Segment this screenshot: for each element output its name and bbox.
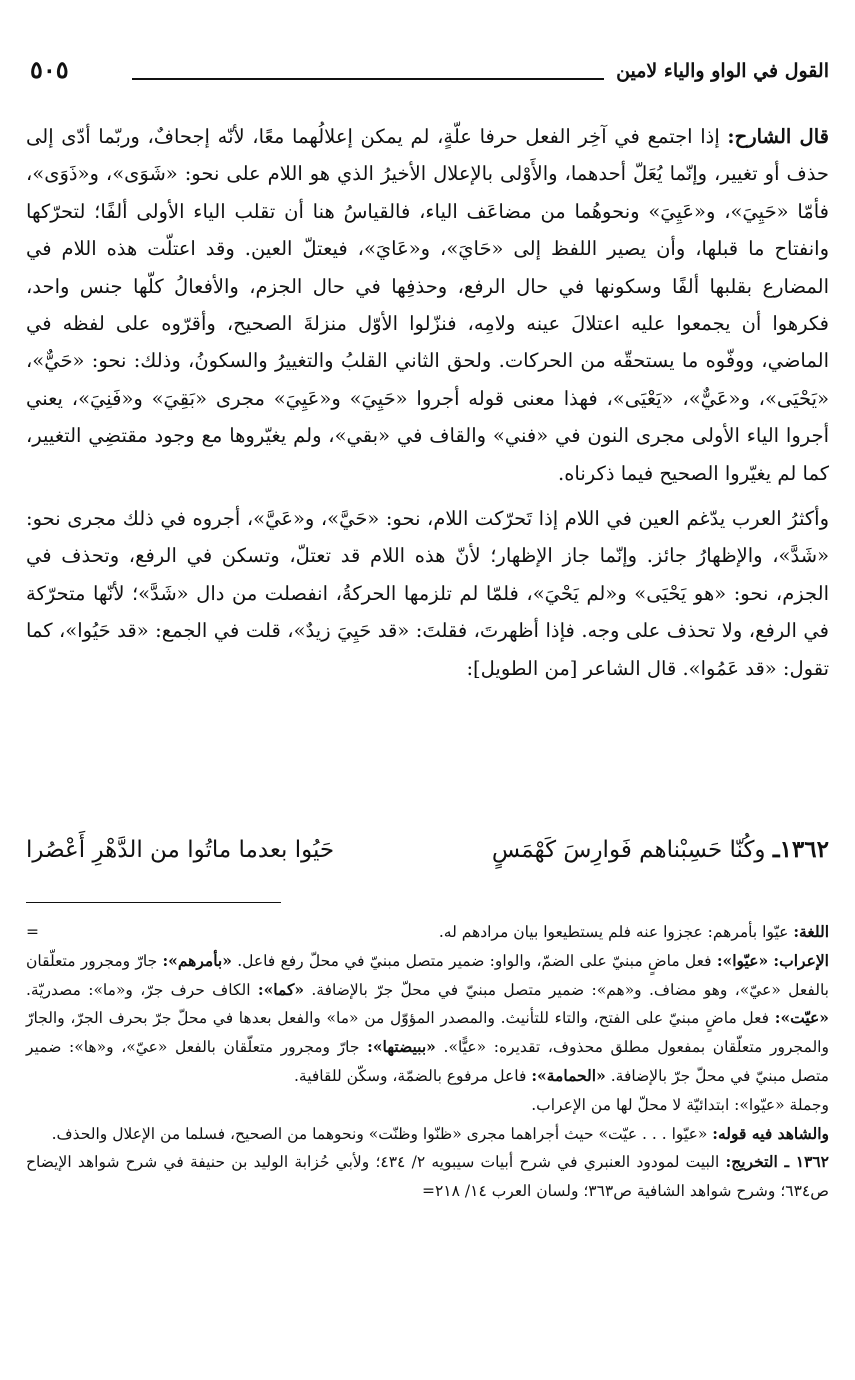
chapter-title: القول في الواو والياء لامين <box>616 60 829 82</box>
irab-key: «عيّت»: <box>774 1008 829 1028</box>
verse-number: ١٣٦٢ـ <box>772 836 829 863</box>
irab-key: «بأمرهم»: <box>162 950 232 970</box>
note-jumla: وجملة «عيّوا»: ابتدائيّة لا محلّ لها من الإعراب. <box>531 1095 829 1114</box>
irab-key: «عيّوا»: <box>716 950 769 970</box>
paragraph-1-text: إذا اجتمع في آخِر الفعل حرفا علّةٍ، لم يمكن إعلالُهما معًا، لأنّه إجحافٌ، وربّما أدّى إلى حذف أو تغيير، وإنّما يُعَلّ أحدهما، والأَوْلى بالإعلال الأخيرُ الذي هو اللام على نحو: «شَوَى»، و«ذَوَى»، فأمّا «حَيِيَ»، و«عَيِيَ» ونحوهُما من مضاعَف الياء، فالقياسُ هنا أن تقلب الياء الأولى ألفًا؛ لتحرّكها وانفتاح ما قبلها، وأن يصير اللفظ إلى «حَايَ»، و«عَايَ»، فيعتلّ العين. وقد اعتلّت هذه اللام في المضارع بقلبها ألفًا وسكونها في حال الرفع، وحذفِها في حال الجزم، والأفعالُ كلّها جنس واحد، فكرهوا أن يجمعوا عليه اعتلالَ عينه ولامِه، فنزّلوا الأوّل منزلةَ الصحيح، وأقرّوه على لفظه في الماضي، ووفّوه ما يستحقّه من الحركات. ولحق الثاني القلبُ والتغييرُ والسكونُ، وذلك: نحو: «حَيٌّ»، «يَحْيَى»، و«عَيٌّ»، «يَعْيَى»، فهذا معنى قوله أجروا «حَيِيَ» و«عَيِيَ» مجرى «بَقِيَ» و«فَنِيَ»، يعني أجروا الياء الأولى مجرى النون في «فني» والقاف في «بقي»، ولم يغيّروها مع وجود مقتضِي التغيير، كما لم يغيّروا الصحيح فيما ذكرناه. <box>26 125 829 485</box>
commentator-label: قال الشارح: <box>727 125 829 148</box>
irab-text: جارّ ومجرور متعلّقان بالفعل «عيّ»، وهو مضاف. و«هم»: ضمير متصل مبنيّ في محلّ جرّ بالإضافة. <box>26 951 829 999</box>
page-number: ٥٠٥ <box>30 55 69 84</box>
note-lugha-text: عيّوا بأمرهم: عجزوا عنه فلم يستطيعوا بيان مرادهم له. <box>438 923 789 941</box>
irab-text: فعل ماضٍ مبنيّ على الفتح، والتاء للتأنيث. والمصدر المؤوّل من «ما» والفعل بعدها في محلّ جرّ بحرف الجرّ، والجارّ والمجرور متعلّقان بمفعول مطلق محذوف، تقديره: «عيًّا». <box>26 1009 829 1057</box>
irab-text: الكاف حرف جرّ، و«ما»: مصدريّة. <box>26 980 251 999</box>
note-takhrij-label: ١٣٦٢ ـ التخريج: <box>725 1152 830 1172</box>
irab-text: فاعل مرفوع بالضمّة، وسكّن للقافية. <box>293 1066 527 1085</box>
main-text <box>26 118 829 687</box>
note-irab <box>26 947 829 1091</box>
poem-verse <box>26 828 829 872</box>
note-takhrij-text: البيت لمودود العنبري في شرح أبيات سيبويه ٢/ ٤٣٤؛ ولأبي حُزابة الوليد بن حنيفة في شرح شواهد الإيضاح ص٦٣٤؛ وشرح شواهد الشافية ص٣٦٣؛ ولسان العرب ١٤/ ٢١٨= <box>26 1153 829 1201</box>
irab-key: «الحمامة»: <box>531 1065 606 1085</box>
verse-hemistich-1-text: وكُنّا حَسِبْناهم فَوارِسَ كَهْمَسٍ <box>491 837 766 863</box>
footnotes <box>26 918 829 1206</box>
note-lugha <box>26 918 829 947</box>
note-lugha-label: اللغة: <box>793 922 829 941</box>
irab-text: جارّ ومجرور متعلّقان بالفعل «عيّ»، و«ها»: ضمير متصل مبنيّ في محلّ جرّ بالإضافة. <box>26 1038 829 1085</box>
note-shahid-label: والشاهد فيه قوله: <box>712 1123 829 1143</box>
footnote-separator <box>26 902 281 903</box>
note-irab-label: الإعراب: <box>773 950 829 970</box>
irab-key: «كما»: <box>257 979 305 999</box>
note-shahid <box>26 1120 829 1149</box>
note-takhrij <box>26 1148 829 1206</box>
irab-text: فعل ماضٍ مبنيّ على الضمّ، والواو: ضمير متصل مبنيّ في محلّ رفع فاعل. <box>237 951 712 970</box>
paragraph-commentary <box>26 118 829 492</box>
running-header <box>26 54 829 94</box>
verse-first-hemistich <box>492 828 829 872</box>
verse-second-hemistich: حَيُوا بعدما ماتُوا من الدَّهْرِ أَعْصُرا <box>26 837 335 863</box>
irab-key: «ببيضتها»: <box>367 1037 436 1057</box>
paragraph-idgham: وأكثرُ العرب يدّغم العين في اللام إذا تَحرّكت اللام، نحو: «حَيَّ»، و«عَيَّ»، أجروه في ذلك مجرى نحو: «شَدَّ»، والإظهارُ جائز. وإنّما جاز الإظهار؛ لأنّ هذه اللام قد تعتلّ، وتسكن في الرفع، وتحذف في الجزم، نحو: «هو يَحْيَى» و«لم يَحْيَ»، فلمّا لم تلزمها الحركةُ، انفصلت من دال «شَدَّ»؛ لأنّها متحرّكة في الرفع، ولا تحذف على وجه. فإذا أظهرتَ، فقلتَ: «قد حَيِيَ زيدٌ»، قلت في الجمع: «قد حَيُوا»، كما تقول: «قد عَمُوا». قال الشاعر [من الطويل]: <box>26 507 829 680</box>
note-shahid-text: «عيّوا . . . عيّت» حيث أجراهما مجرى «ظنّوا وظنّت» ونحوهما من الصحيح، فسلما من الإعلال والحذف. <box>51 1124 708 1143</box>
header-rule <box>132 78 604 80</box>
continuation-mark: = <box>26 923 39 941</box>
